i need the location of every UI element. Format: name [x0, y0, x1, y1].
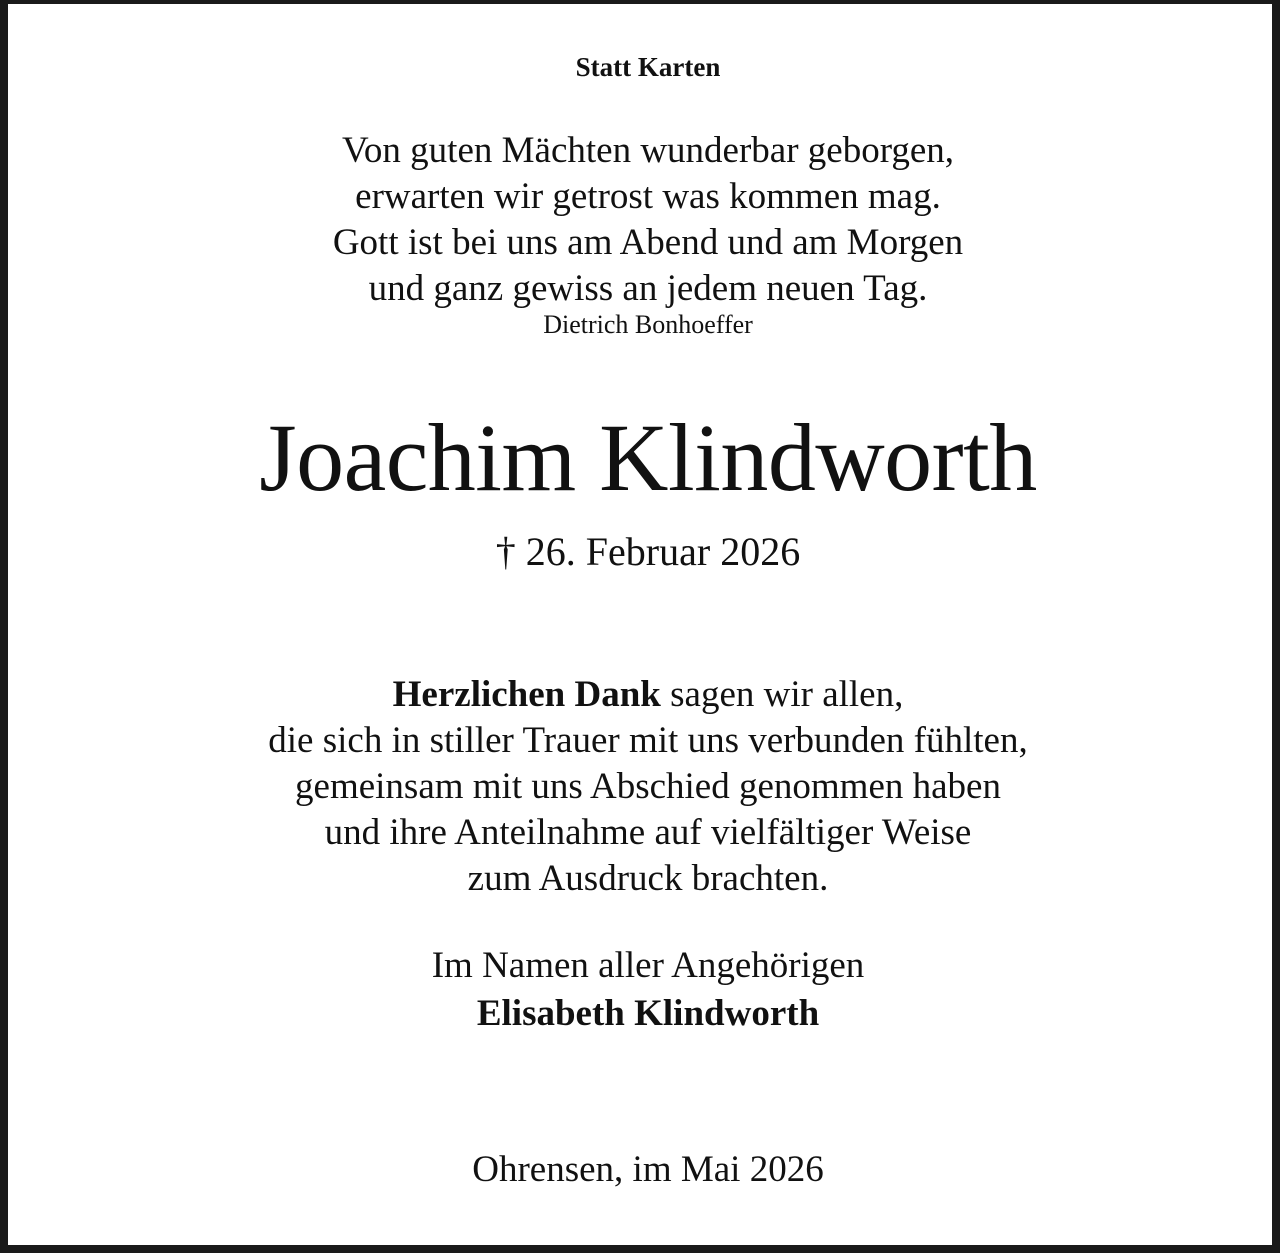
- deceased-name: Joachim Klindworth: [259, 404, 1037, 511]
- thanks-line: die sich in stiller Trauer mit uns verbunden fühlten,: [268, 720, 1028, 761]
- signature-intro: Im Namen aller Angehörigen: [431, 945, 865, 986]
- poem-author: Dietrich Bonhoeffer: [543, 310, 753, 339]
- poem-line: und ganz gewiss an jedem neuen Tag.: [368, 268, 928, 309]
- poem: [8, 128, 1280, 312]
- death-date: † 26. Februar 2026: [495, 529, 801, 574]
- thanks-bold-phrase: Herzlichen Dank: [392, 674, 661, 715]
- poem-line: Gott ist bei uns am Abend und am Morgen: [332, 222, 964, 263]
- thanks-text: [8, 672, 1280, 902]
- poem-line: erwarten wir getrost was kommen mag.: [355, 176, 941, 217]
- thanks-first-line-rest: sagen wir allen,: [660, 674, 904, 715]
- poem-line: Von guten Mächten wunderbar geborgen,: [341, 130, 955, 171]
- thanks-line: zum Ausdruck brachten.: [467, 858, 829, 899]
- place-date: Ohrensen, im Mai 2026: [472, 1149, 824, 1190]
- thanks-first-line: [8, 672, 1280, 718]
- signature-name: Elisabeth Klindworth: [476, 993, 820, 1034]
- thanks-line: und ihre Anteilnahme auf vielfältiger Weise: [324, 812, 972, 853]
- header-label: Statt Karten: [575, 52, 721, 82]
- thanks-line: gemeinsam mit uns Abschied genommen haben: [295, 766, 1001, 807]
